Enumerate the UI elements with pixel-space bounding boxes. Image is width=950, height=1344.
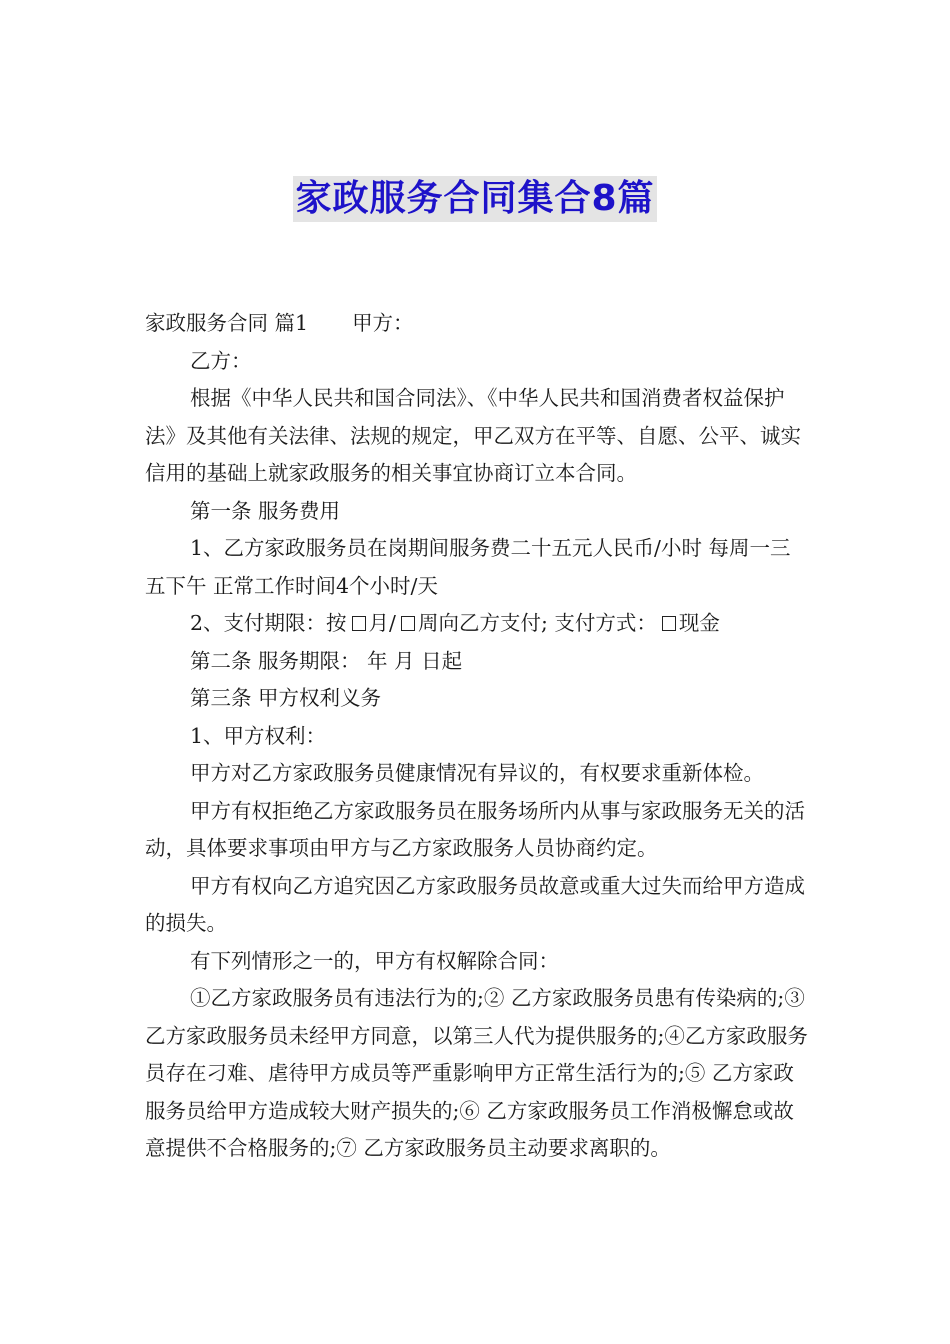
article-3-title: 第三条 甲方权利义务 <box>190 686 382 710</box>
article-3-paragraph-2: 甲方有权拒绝乙方家政服务员在服务场所内从事与家政服务无关的活动，具体要求事项由甲方与乙方家政服务人员协商约定。 <box>145 798 805 860</box>
document-title: 家政服务合同集合8篇 <box>293 176 656 222</box>
cash-checkbox[interactable] <box>662 616 676 631</box>
weekly-checkbox[interactable] <box>401 616 415 631</box>
monthly-label: 月/ <box>368 611 396 635</box>
party-a-label: 甲方： <box>352 311 414 335</box>
article-3-item-1: 1、甲方权利： <box>190 723 327 748</box>
article-1-item-1: 1、乙方家政服务员在岗期间服务费二十五元人民币/小时 每周一三五下午 正常工作时间4个小时/天 <box>145 536 791 598</box>
payment-term-text: 2、支付期限：按 <box>190 611 347 635</box>
contract-heading-line <box>145 305 810 343</box>
article-3-paragraph-4: 有下列情形之一的，甲方有权解除合同： <box>190 948 559 973</box>
legal-basis-paragraph: 根据《中华人民共和国合同法》、《中华人民共和国消费者权益保护法》及其他有关法律、法规的规定，甲乙双方在平等、自愿、公平、诚实信用的基础上就家政服务的相关事宜协商订立本合同。 <box>145 386 801 485</box>
article-1-title: 第一条 服务费用 <box>190 498 341 523</box>
article-3-paragraph-5: ①乙方家政服务员有违法行为的;② 乙方家政服务员患有传染病的;③ 乙方家政服务员未经甲方同意，以第三人代为提供服务的;④乙方家政服务员存在刁难、虐待甲方成员等严重影响甲方正常生活行为的;⑤ 乙方家政服务员给甲方造成较大财产损失的;⑥ 乙方家政服务员工作消极懈怠或故意提供不合格服务的;⑦ 乙方家政服务员主动要求离职的。 <box>145 986 808 1160</box>
article-1-item-2 <box>145 605 810 643</box>
contract-heading: 家政服务合同 篇1 <box>145 311 309 335</box>
title-container <box>0 176 950 222</box>
party-b-label: 乙方： <box>190 348 252 373</box>
monthly-checkbox[interactable] <box>352 616 366 631</box>
article-3-paragraph-3: 甲方有权向乙方追究因乙方家政服务员故意或重大过失而给甲方造成的损失。 <box>145 873 805 935</box>
document-body <box>145 305 810 1168</box>
payment-method-text: 周向乙方支付; 支付方式： <box>417 611 657 635</box>
article-2: 第二条 服务期限： 年 月 日起 <box>190 648 463 673</box>
cash-label: 现金 <box>678 611 720 635</box>
article-3-paragraph-1: 甲方对乙方家政服务员健康情况有异议的，有权要求重新体检。 <box>190 761 764 785</box>
